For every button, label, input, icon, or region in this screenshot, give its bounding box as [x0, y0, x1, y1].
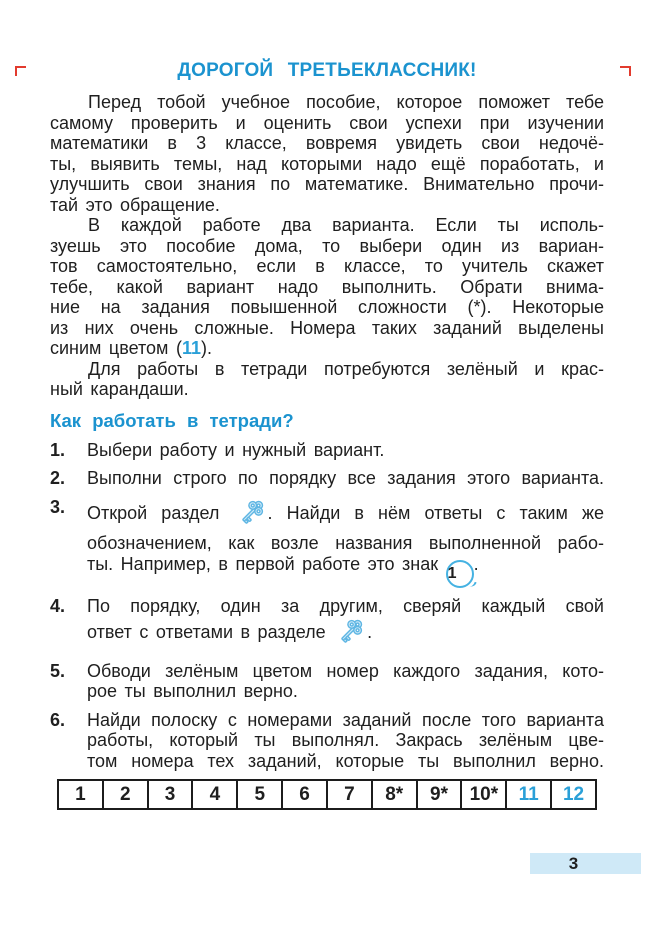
text-segment: . — [473, 553, 479, 574]
item-number: 2. — [50, 468, 66, 488]
text-segment: синим цветом ( — [50, 338, 182, 358]
crop-mark-top-left-icon — [15, 66, 26, 76]
text-segment: Перед тобой учебное пособие, которое поможет тебе — [88, 92, 604, 112]
text-segment: Обводи зелёным цветом номер каждого задания, кото- — [87, 660, 604, 681]
text-segment: том номера тех заданий, которые ты выполнил верно. — [87, 750, 604, 771]
howto-item — [50, 497, 604, 588]
crop-mark-top-right-icon — [620, 66, 631, 76]
howto-item — [50, 468, 604, 489]
howto-item — [50, 661, 604, 702]
text-segment: работы, который ты выполнял. Закрась зелёным цве- — [87, 730, 604, 750]
text-line — [87, 710, 604, 731]
howto-item — [50, 596, 604, 653]
strip-cell: 5 — [236, 781, 281, 808]
paragraph — [50, 215, 604, 359]
text-line — [87, 468, 604, 489]
text-line — [87, 661, 604, 682]
text-segment: ответ с ответами в разделе — [87, 622, 334, 642]
item-text — [87, 661, 604, 702]
text-segment: ты. Например, в первой работе это знак — [87, 553, 446, 574]
text-segment: ты, выявить темы, над которыми надо ещё поработать, и — [50, 153, 604, 174]
text-line — [50, 236, 604, 257]
strip-cell: 12 — [550, 781, 595, 808]
text-segment: ный карандаши. — [50, 379, 189, 399]
howto-item — [50, 440, 604, 461]
page-title: ДОРОГОЙ ТРЕТЬЕКЛАССНИК! — [177, 60, 477, 81]
text-line — [87, 497, 604, 534]
text-line — [50, 297, 604, 318]
text-segment: . — [367, 622, 373, 642]
text-line — [50, 113, 604, 134]
text-line — [50, 215, 604, 236]
item-number: 4. — [50, 595, 66, 616]
text-line — [50, 277, 604, 298]
page-content — [50, 92, 604, 810]
circled-1-icon: 1 — [446, 560, 474, 588]
task-number-strip — [57, 779, 597, 810]
strip-cell: 2 — [102, 781, 147, 808]
howto-heading: Как работать в тетради? — [50, 409, 294, 431]
item-text — [87, 497, 604, 588]
text-line — [87, 554, 604, 588]
text-segment: Для работы в тетради потребуются зелёный и крас- — [88, 358, 604, 379]
item-number: 5. — [50, 660, 66, 681]
text-segment: тебе, какой вариант надо выполнить. Обрати внима- — [50, 276, 604, 297]
strip-cell: 7 — [326, 781, 371, 808]
item-number: 3. — [50, 496, 66, 517]
highlighted-task-number: 11 — [181, 338, 201, 358]
item-text — [87, 468, 604, 489]
text-line — [50, 318, 604, 339]
text-line — [50, 174, 604, 195]
text-segment: Найди полоску с номерами заданий после того варианта — [87, 709, 604, 730]
item-number: 6. — [50, 709, 66, 730]
workbook-page — [0, 60, 650, 925]
text-line — [87, 440, 604, 461]
page-number: 3 — [568, 854, 579, 873]
key-icon — [235, 497, 267, 534]
paragraph — [50, 92, 604, 215]
text-segment: ние на задания повышенной сложности (*). Некоторые — [50, 297, 604, 317]
text-line — [50, 133, 604, 154]
text-segment: Выбери работу и нужный вариант. — [87, 439, 385, 460]
text-segment: улучшить свои знания по математике. Внимательно прочи- — [50, 174, 604, 194]
item-number: 1. — [50, 439, 66, 460]
text-segment: Выполни строго по порядку все задания этого варианта. — [87, 468, 604, 488]
text-segment: рое ты выполнил верно. — [87, 681, 298, 701]
text-line — [50, 338, 604, 359]
howto-list — [50, 440, 604, 772]
item-text — [87, 710, 604, 772]
page-number-badge — [530, 853, 641, 874]
paragraph — [50, 359, 604, 400]
item-text — [87, 596, 604, 653]
strip-cell: 1 — [75, 784, 86, 805]
text-segment: ). — [200, 338, 212, 358]
strip-cell: 9* — [416, 781, 461, 808]
text-line — [87, 616, 604, 653]
text-line — [50, 92, 604, 113]
strip-cell: 8* — [371, 781, 416, 808]
text-line — [50, 379, 604, 400]
text-line — [50, 256, 604, 277]
text-segment: математики в 3 классе, вовремя увидеть свои недочё- — [50, 133, 604, 153]
text-line — [50, 195, 604, 216]
text-segment: из них очень сложные. Номера таких заданий выделены — [50, 317, 604, 338]
strip-cell: 6 — [281, 781, 326, 808]
howto-item — [50, 710, 604, 772]
text-line — [87, 596, 604, 617]
text-line — [87, 681, 604, 702]
text-segment: Открой раздел — [87, 502, 234, 523]
text-segment: тай это обращение. — [50, 194, 220, 215]
text-line — [87, 533, 604, 554]
text-line — [87, 730, 604, 751]
text-segment: По порядку, один за другим, сверяй каждый свой — [87, 595, 604, 616]
text-segment: . Найди в нём ответы с таким же — [267, 502, 604, 523]
key-icon — [334, 616, 366, 653]
strip-cell: 4 — [191, 781, 236, 808]
text-segment: обозначением, как возле названия выполненной рабо- — [87, 533, 604, 553]
text-line — [87, 751, 604, 772]
item-text — [87, 440, 604, 461]
strip-cell: 10* — [460, 781, 505, 808]
text-line — [50, 154, 604, 175]
text-segment: зуешь это пособие дома, то выбери один из вариан- — [50, 235, 604, 256]
text-line — [50, 359, 604, 380]
strip-cell: 3 — [147, 781, 192, 808]
intro-paragraphs — [50, 92, 604, 400]
strip-cell: 11 — [505, 781, 550, 808]
text-segment: тов самостоятельно, если в классе, то учитель скажет — [50, 256, 604, 276]
text-segment: самому проверить и оценить свои успехи при изучении — [50, 112, 604, 133]
text-segment: В каждой работе два варианта. Если ты исполь- — [88, 215, 604, 235]
